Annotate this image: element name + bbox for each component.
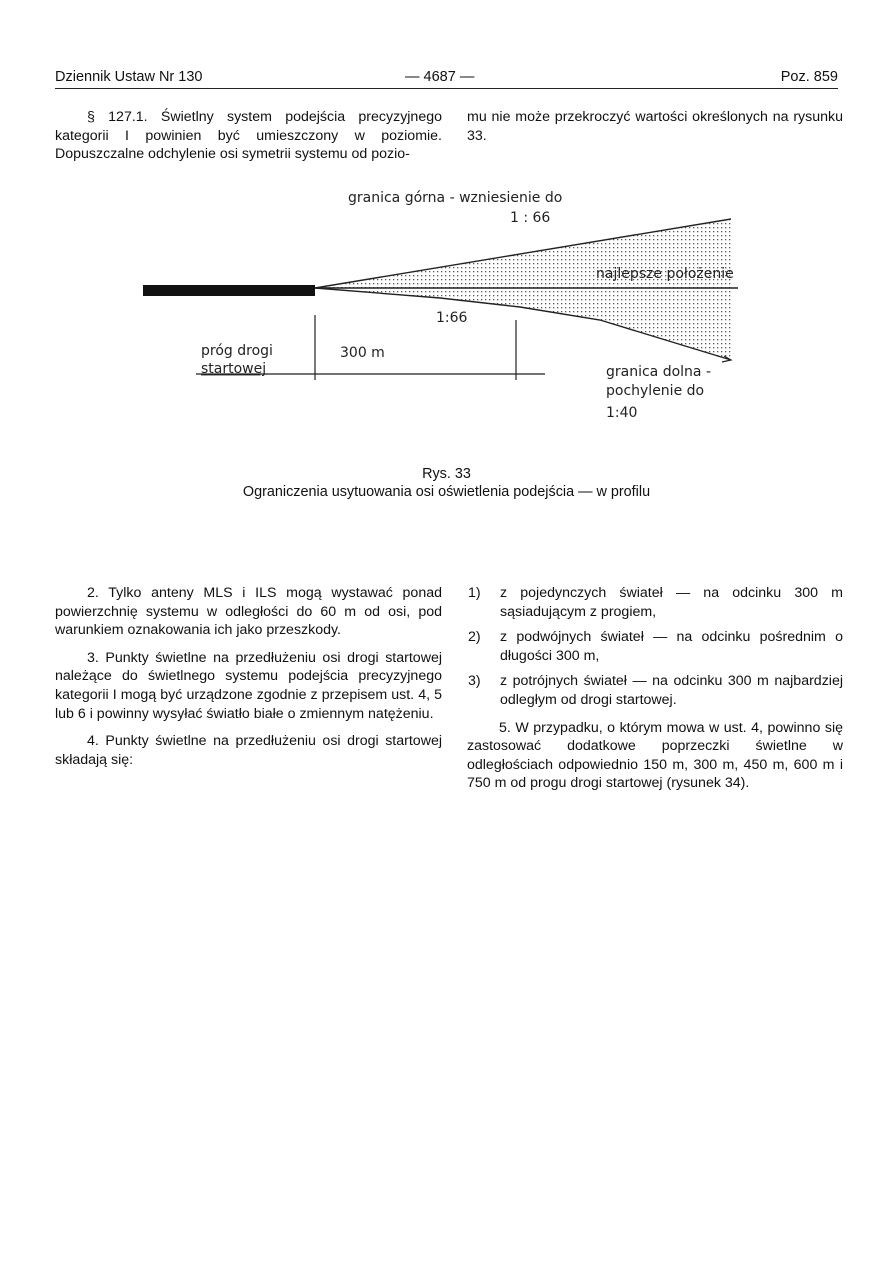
left-column [55, 584, 442, 769]
paragraph-4: 4. Punkty świetlne na przedłużeniu osi drogi startowej składają się: [55, 733, 442, 768]
lower-limit-label-line2: pochylenie do [606, 383, 705, 399]
journal-title: Dziennik Ustaw Nr 130 [55, 69, 203, 85]
paragraph-2: 2. Tylko anteny MLS i ILS mogą wystawać ponad powierzchnię systemu w odległości do 60 m od osi, pod warunkiem oznakowania ich jako przeszkody. [55, 585, 442, 639]
lower-ratio-near-label: 1:66 [436, 310, 468, 326]
list-item-number: 1) [468, 585, 481, 601]
page-number: — 4687 — [405, 69, 475, 85]
list-item-number: 2) [468, 629, 481, 646]
list-item-text: z podwójnych świateł — na odcinku pośrednim o długości 300 m, [500, 629, 843, 664]
runway-bar [143, 285, 315, 296]
right-column [467, 584, 843, 793]
list-item-text: z potrójnych świateł — na odcinku 300 m najbardziej odległym od drogi startowej. [500, 673, 843, 708]
paragraph-3: 3. Punkty świetlne na przedłużeniu osi drogi startowej należące do świetlnego systemu podejścia precyzyjnego kategorii I mogą być urządzone zgodnie z przepisem ust. 4, 5 lub 6 i powinny wysyłać światło białe o zmiennym natężeniu. [55, 649, 442, 722]
upper-ratio-label: 1 : 66 [510, 210, 551, 226]
list-item [467, 628, 843, 665]
threshold-label-line1: próg drogi [201, 343, 273, 359]
distance-label: 300 m [340, 345, 385, 361]
figure-caption-title: Ograniczenia usytuowania osi oświetlenia podejścia — w profilu [242, 484, 651, 500]
list-item-text: z pojedynczych świateł — na odcinku 300 m sąsiadującym z progiem, [500, 585, 843, 620]
tolerance-area [315, 219, 731, 360]
list-item-number: 3) [468, 673, 481, 690]
list-item [467, 672, 843, 709]
paragraph-text: mu nie może przekroczyć wartości określonych na rysunku 33. [467, 109, 843, 144]
lower-ratio-label: 1:40 [606, 405, 638, 421]
figure-caption-number: Rys. 33 [422, 466, 471, 482]
figure-33-diagram [0, 170, 893, 440]
paragraph-text: § 127.1. Świetlny system podejścia precyzyjnego kategorii I powinien być umieszczony w poziomie. Dopuszczalne odchylenie osi symetrii systemu od pozio- [55, 109, 442, 163]
lower-limit-label-line1: granica dolna - [606, 364, 712, 380]
header-rule [55, 88, 838, 89]
section-127-continuation [467, 108, 843, 145]
position-number: Poz. 859 [780, 69, 838, 85]
list-item [467, 584, 843, 621]
paragraph-5: 5. W przypadku, o którym mowa w ust. 4, powinno się zastosować dodatkowe poprzeczki świetlne w odległościach odpowiednio 150 m, 300 m, 450 m, 600 m i 750 m od progu drogi startowej (rysunek 34). [467, 719, 843, 792]
section-127-paragraph [55, 108, 442, 164]
threshold-label-line2: startowej [201, 361, 267, 377]
upper-limit-label: granica górna - wzniesienie do [348, 190, 563, 206]
best-position-label: najlepsze położenie [596, 266, 734, 282]
